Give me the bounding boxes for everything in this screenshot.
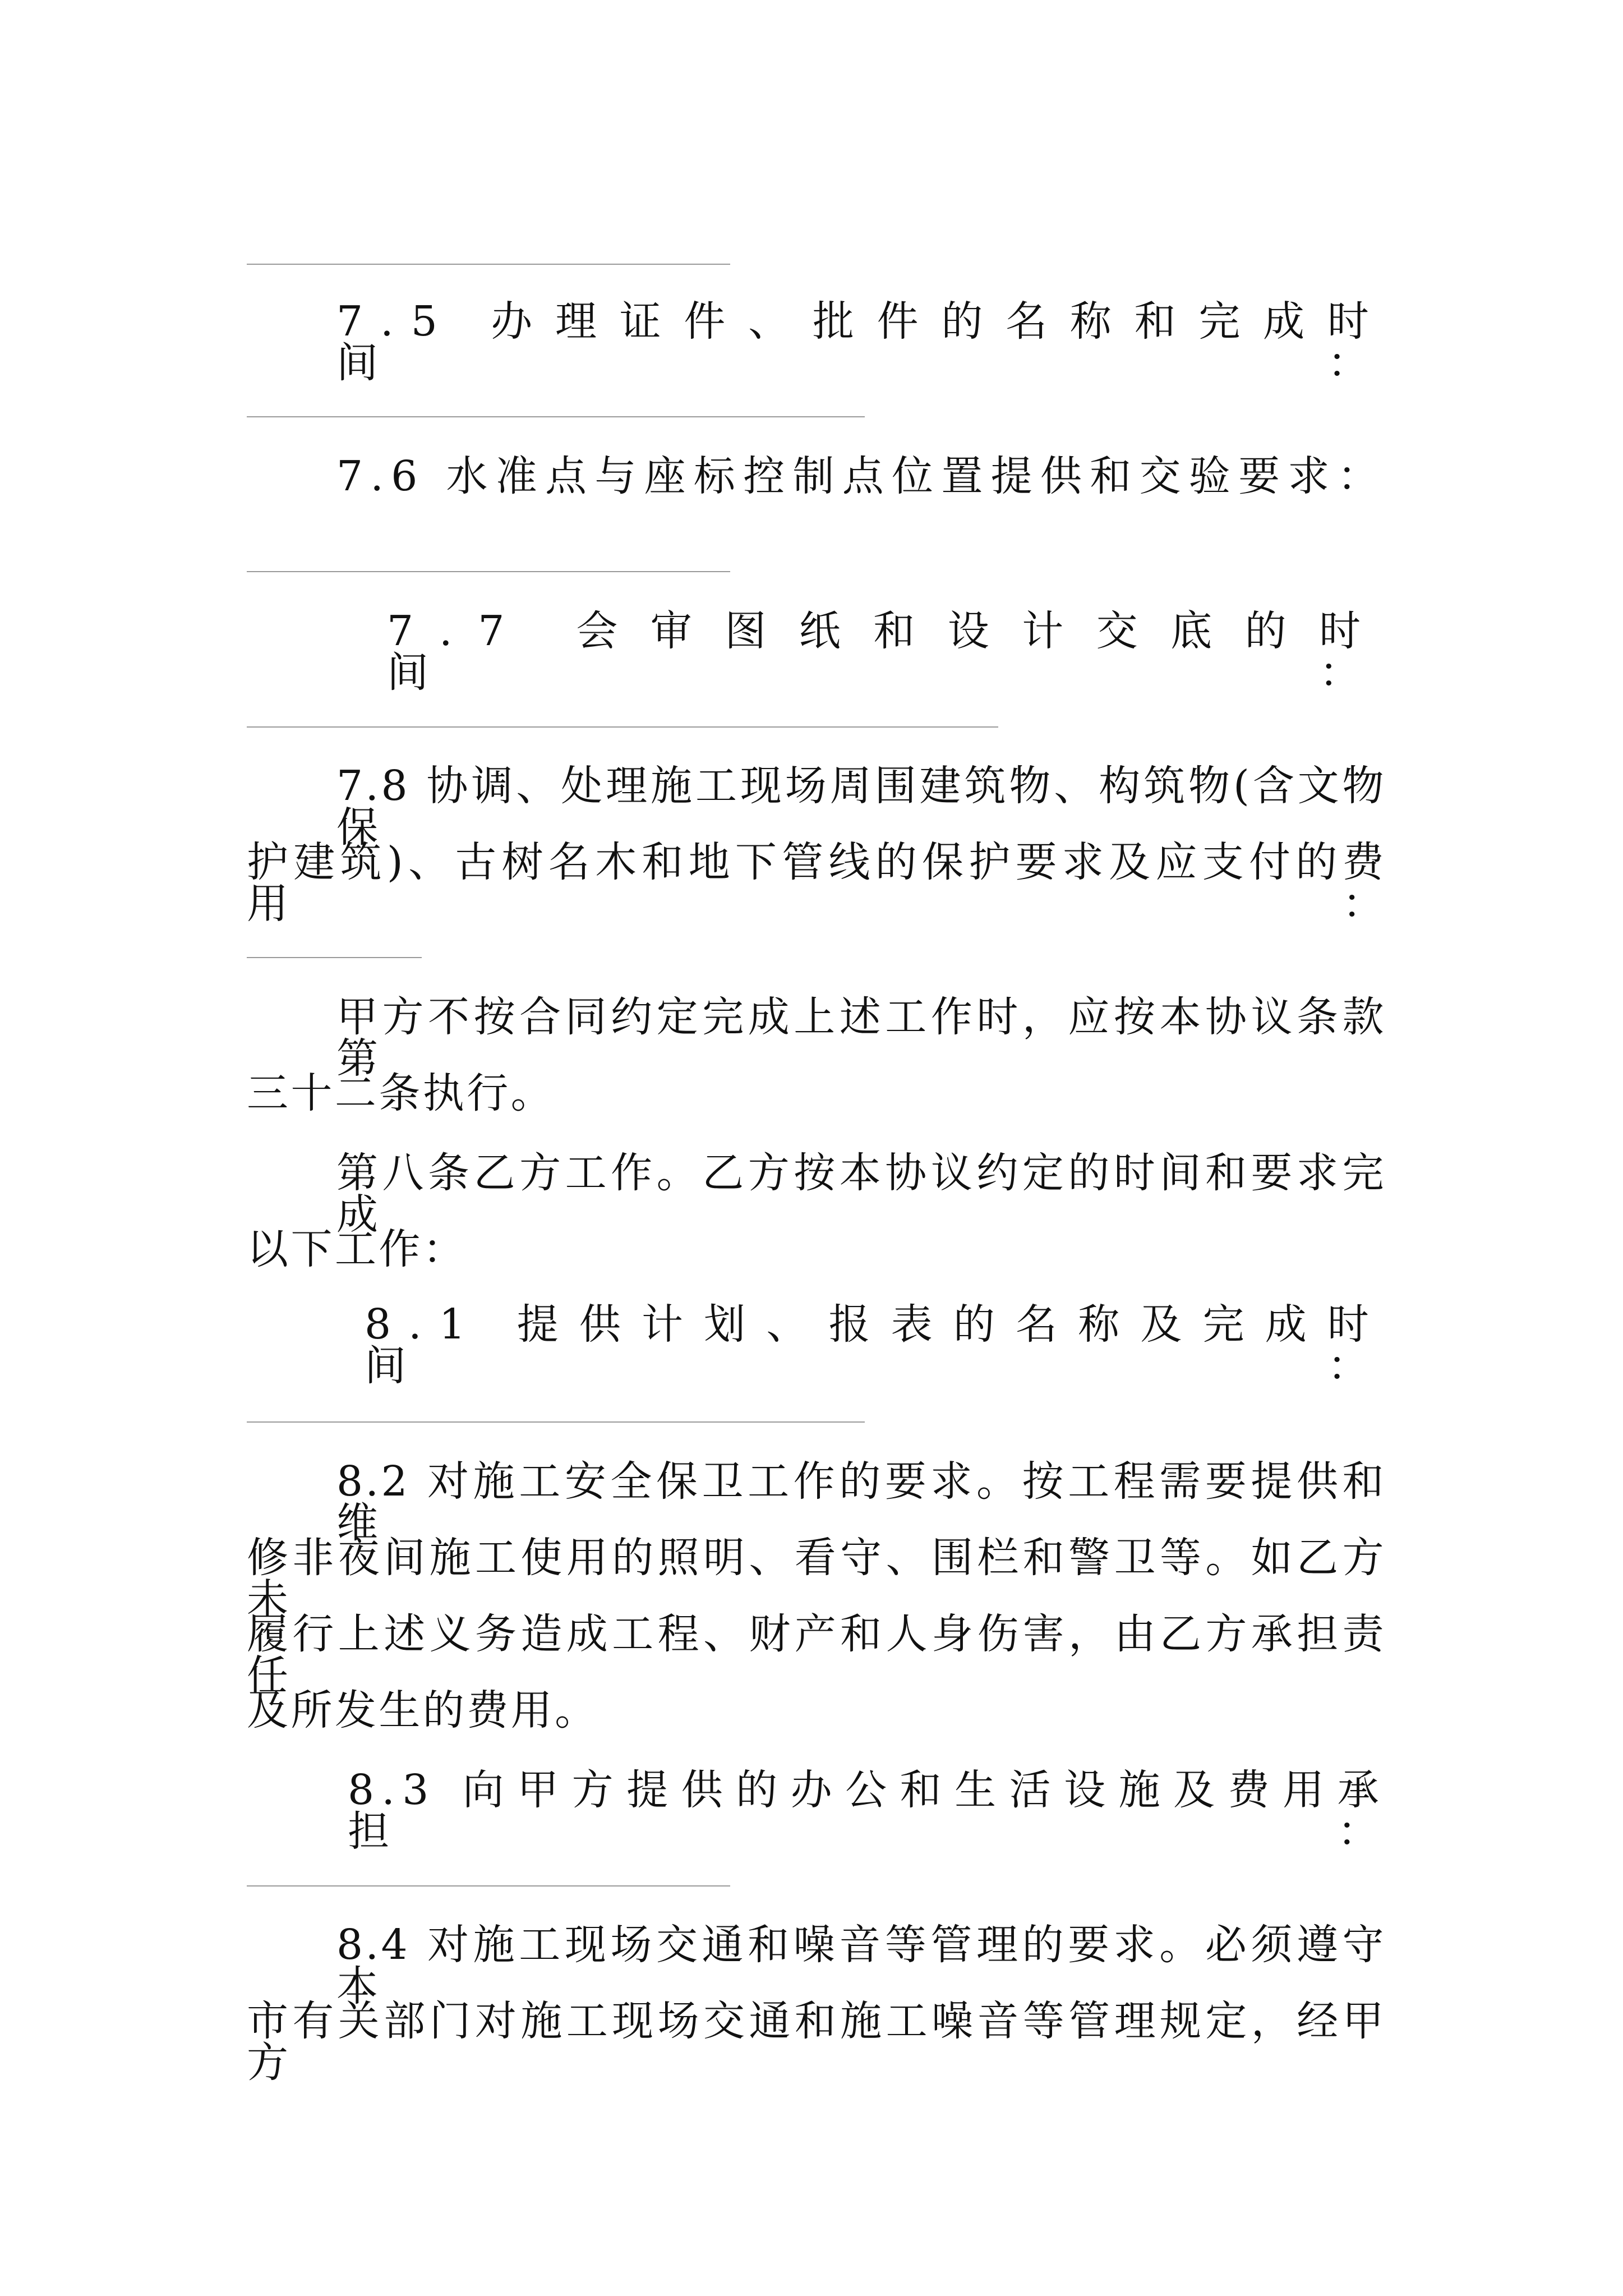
blank-fill-line: [247, 264, 730, 265]
article-8-line-2: 以下工作：: [247, 1225, 467, 1273]
blank-fill-line: [247, 1885, 730, 1887]
item-8-4-line-2: 市有关部门对施工现场交通和施工噪音等管理规定，经甲方: [247, 1997, 1386, 2087]
para-jiafang-line-2: 三十二条执行。: [247, 1069, 555, 1117]
item-8-2-line-4: 及所发生的费用。: [247, 1686, 599, 1734]
item-7-5: 7.5 办理证件、批件的名称和完成时间：: [336, 297, 1386, 387]
item-8-2-line-2: 修非夜间施工使用的照明、看守、围栏和警卫等。如乙方未: [247, 1534, 1386, 1623]
article-8-line-1: 第八条乙方工作。乙方按本协议约定的时间和要求完成: [336, 1149, 1386, 1239]
item-7-7: 7.7 会审图纸和设计交底的时间：: [387, 607, 1386, 697]
item-8-2-line-1: 8.2 对施工安全保卫工作的要求。按工程需要提供和维: [336, 1457, 1386, 1547]
blank-fill-line: [247, 571, 730, 572]
item-8-3: 8.3 向甲方提供的办公和生活设施及费用承担：: [348, 1766, 1386, 1856]
para-jiafang-line-1: 甲方不按合同约定完成上述工作时，应按本协议条款第: [336, 993, 1386, 1083]
blank-fill-line: [247, 957, 422, 958]
item-8-4-line-1: 8.4 对施工现场交通和噪音等管理的要求。必须遵守本: [336, 1921, 1386, 2010]
item-8-1: 8.1 提供计划、报表的名称及完成时间：: [365, 1300, 1386, 1390]
item-8-2-line-3: 履行上述义务造成工程、财产和人身伤害，由乙方承担责任: [247, 1610, 1386, 1700]
blank-fill-line: [247, 1421, 865, 1423]
blank-fill-line: [247, 416, 865, 417]
item-7-8-line-1: 7.8 协调、处理施工现场周围建筑物、构筑物(含文物保: [336, 762, 1386, 852]
blank-fill-line: [247, 726, 998, 728]
item-7-8-line-2: 护建筑)、古树名木和地下管线的保护要求及应支付的费用：: [247, 838, 1386, 928]
item-7-6: 7.6 水准点与座标控制点位置提供和交验要求：: [336, 452, 1386, 500]
